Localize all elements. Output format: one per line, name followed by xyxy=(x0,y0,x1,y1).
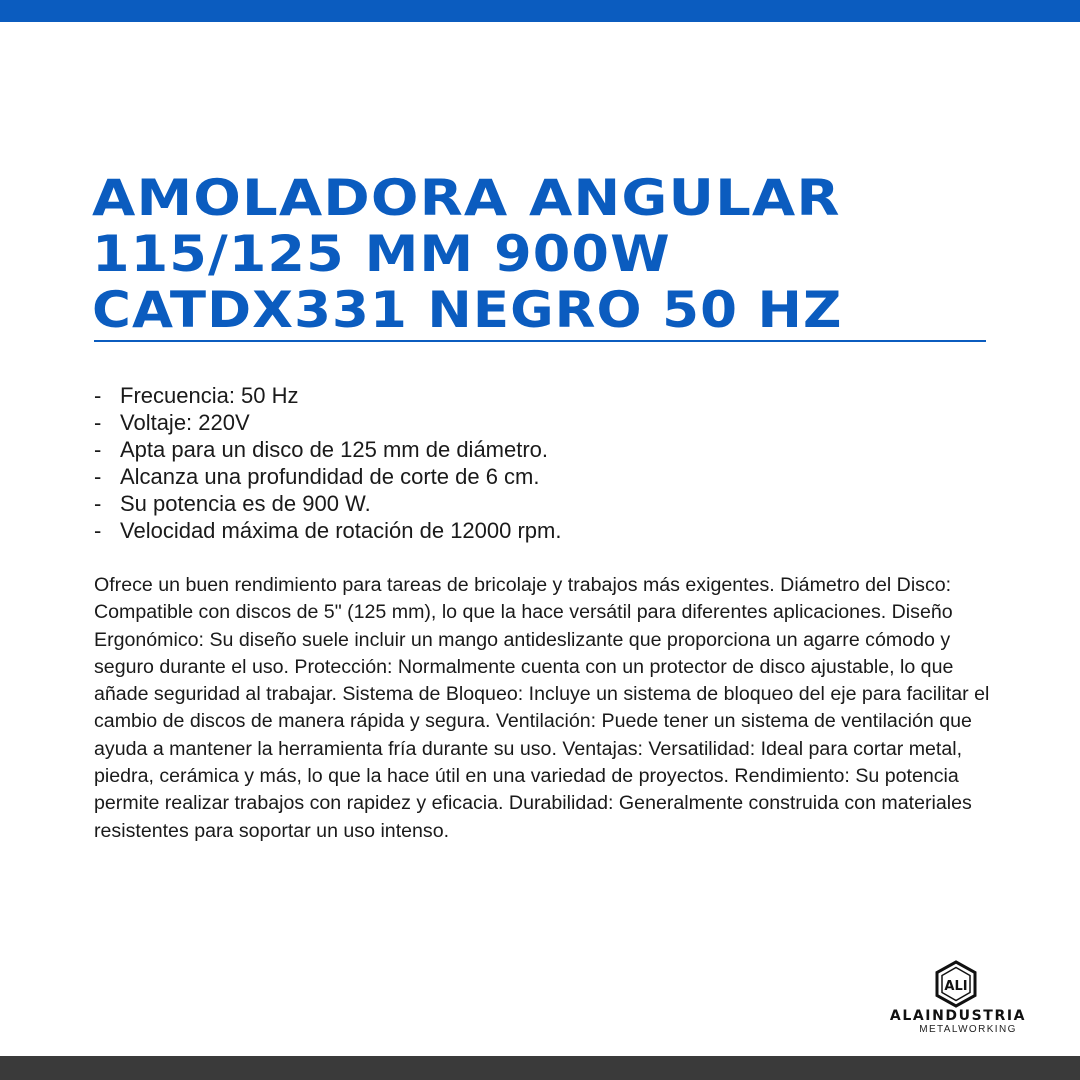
spec-item-text: Apta para un disco de 125 mm de diámetro. xyxy=(120,437,549,462)
top-accent-bar xyxy=(0,0,1080,22)
spec-item-cut-depth xyxy=(94,463,974,490)
brand-tagline: METALWORKING xyxy=(919,1024,1017,1035)
product-description: Ofrece un buen rendimiento para tareas de bricolaje y trabajos más exigentes. Diámetro del Disco: Compatible con discos de 5" (125 mm), lo que la hace versátil para diferentes aplicaciones. Diseño Ergonómico: Su diseño suele incluir un mango antideslizante que proporciona un agarre cómodo y seguro durante el uso. Protección: Normalmente cuenta con un protector de disco ajustable, lo que añade seguridad al trabajar. Sistema de Bloqueo: Incluye un sistema de bloqueo del eje para facilitar el cambio de discos de manera rápida y segura. Ventilación: Puede tener un sistema de ventilación que ayuda a mantener la herramienta fría durante su uso. Ventajas: Versatilidad: Ideal para cortar metal, piedra, cerámica y más, lo que la hace útil en una variedad de proyectos. Rendimiento: Su potencia permite realizar trabajos con rapidez y eficacia. Durabilidad: Generalmente construida con materiales resistentes para soportar un uso intenso. xyxy=(94,574,990,842)
bullet-dash: - xyxy=(94,491,102,516)
spec-list xyxy=(94,382,974,544)
spec-item-text: Su potencia es de 900 W. xyxy=(120,491,371,516)
bullet-dash: - xyxy=(94,518,102,543)
bullet-dash: - xyxy=(94,383,102,408)
product-title-line-1: AMOLADORA ANGULAR xyxy=(92,169,841,227)
spec-item-text: Velocidad máxima de rotación de 12000 rpm. xyxy=(120,518,562,543)
product-title xyxy=(92,170,992,338)
product-title-line-3: CATDX331 NEGRO 50 HZ xyxy=(92,281,843,339)
spec-item-max-speed xyxy=(94,517,974,544)
spec-item-voltage xyxy=(94,409,974,436)
product-title-line-2: 115/125 MM 900W xyxy=(92,225,671,283)
brand-name: ALAINDUSTRIA xyxy=(889,1008,1027,1024)
spec-item-frequency xyxy=(94,382,974,409)
bullet-dash: - xyxy=(94,410,102,435)
bottom-footer-bar xyxy=(0,1056,1080,1080)
spec-item-text: Voltaje: 220V xyxy=(120,410,250,435)
spec-item-text: Frecuencia: 50 Hz xyxy=(120,383,299,408)
title-divider xyxy=(94,340,986,342)
logo-mark-letters: ALI xyxy=(944,979,968,994)
spec-item-disc-size xyxy=(94,436,974,463)
spec-item-power xyxy=(94,490,974,517)
bullet-dash: - xyxy=(94,437,102,462)
alaindustria-hexagon-logo-icon xyxy=(934,960,978,1008)
brand-logo xyxy=(868,960,1048,1038)
spec-item-text: Alcanza una profundidad de corte de 6 cm. xyxy=(120,464,540,489)
bullet-dash: - xyxy=(94,464,102,489)
